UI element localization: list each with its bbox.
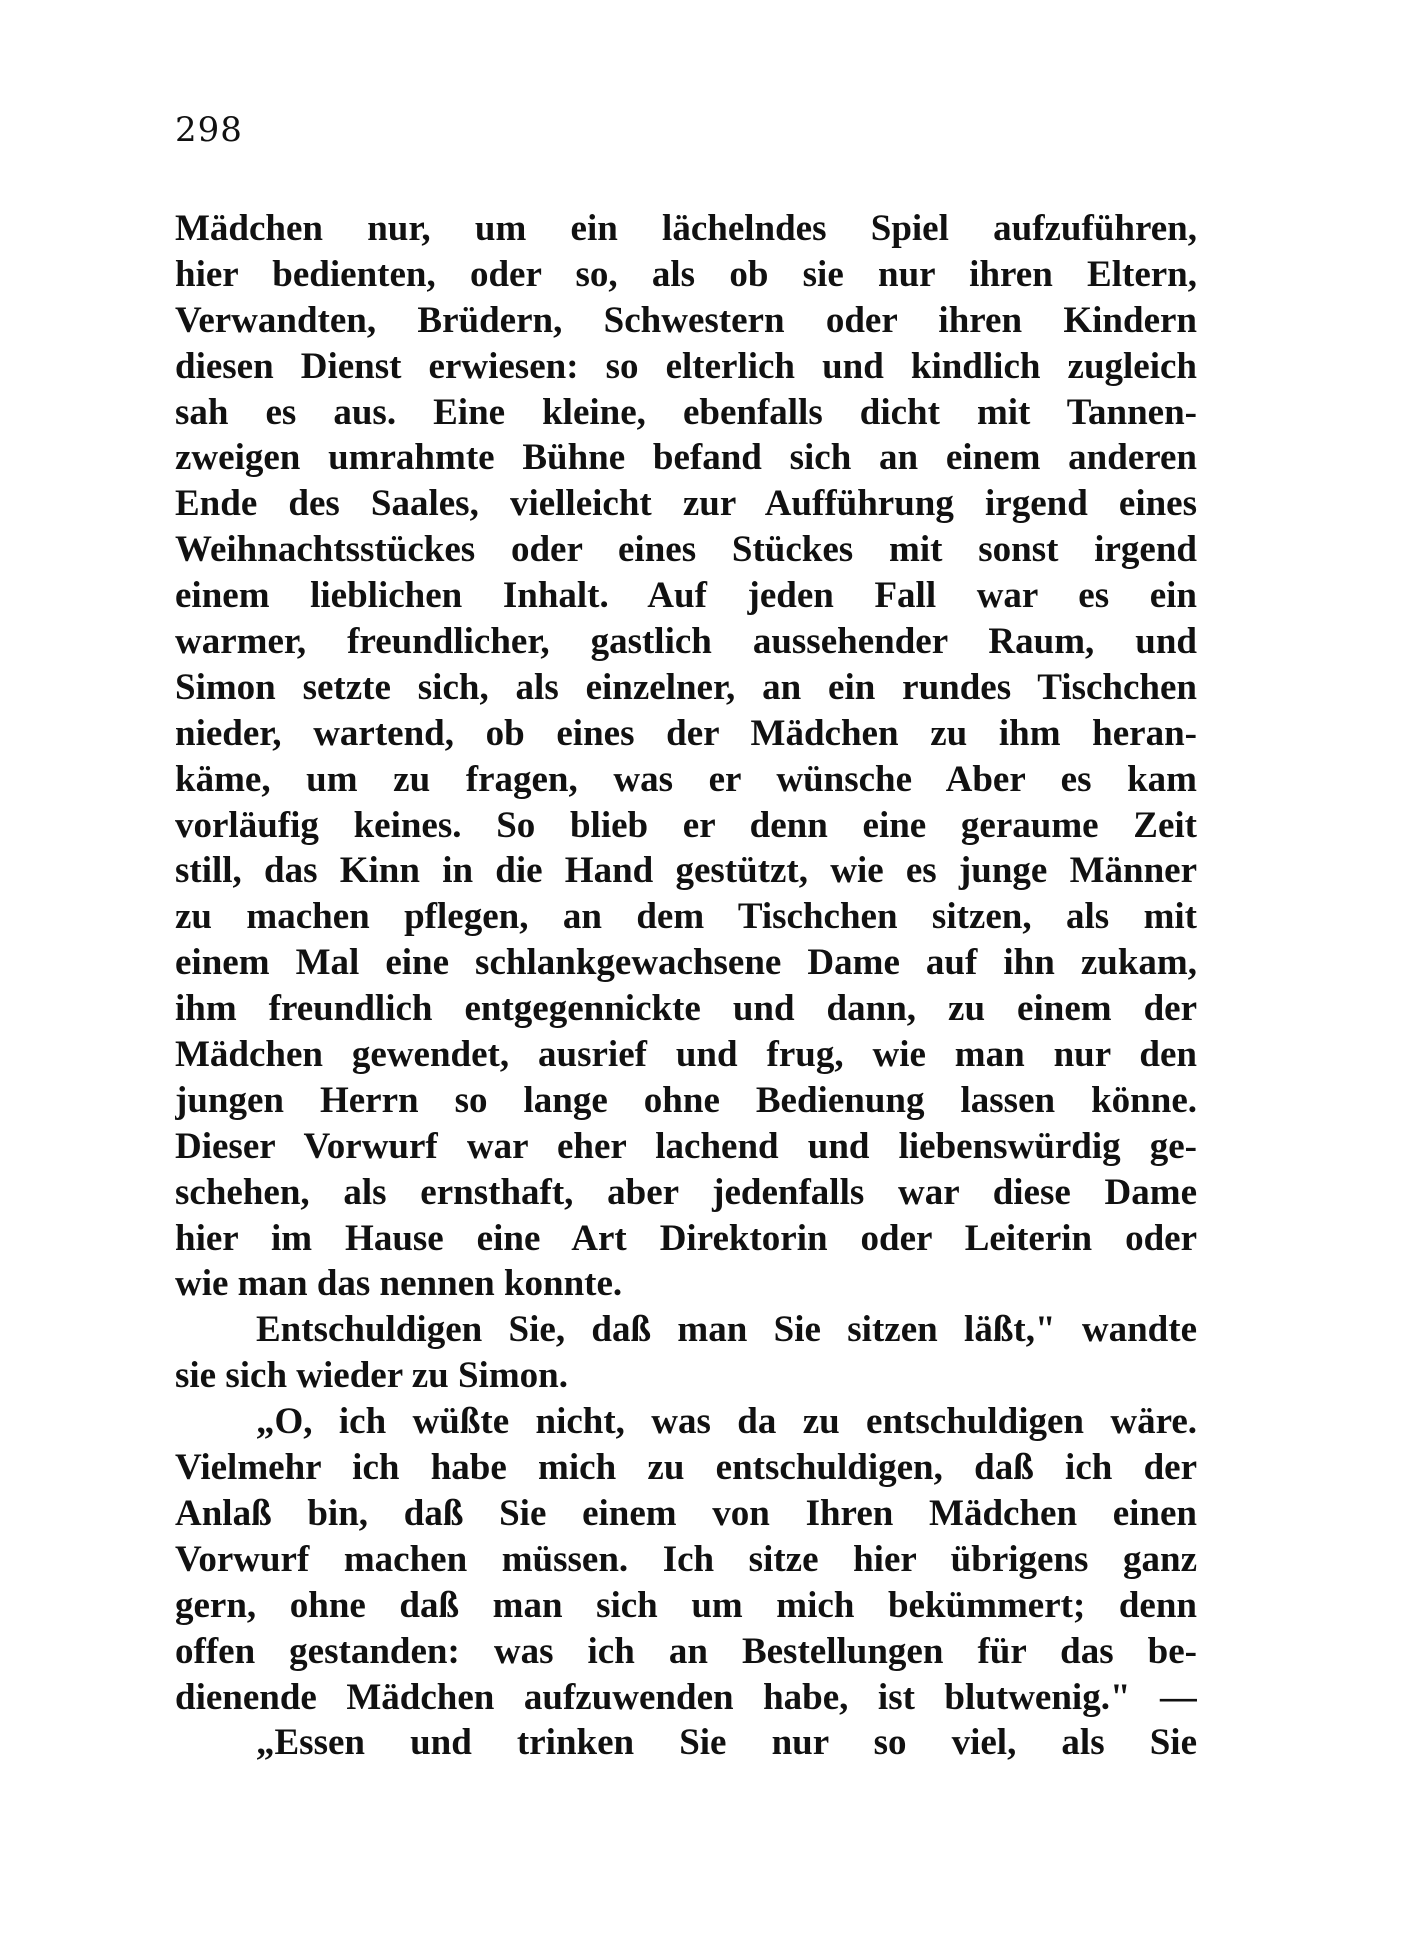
text-line: „Essen und trinken Sie nur so viel, als Sie: [256, 1722, 1197, 1764]
text-line: sah es aus. Eine kleine, ebenfalls dicht mit Tannen-: [175, 391, 1197, 433]
text-line: diesen Dienst erwiesen: so elterlich und kindlich zugleich: [175, 345, 1197, 387]
text-line: „O, ich wüßte nicht, was da zu entschuldigen wäre.: [256, 1401, 1197, 1443]
text-line: hier bedienten, oder so, als ob sie nur ihren Eltern,: [175, 253, 1197, 295]
body-text: [175, 206, 1197, 1766]
text-line: käme, um zu fragen, was er wünsche Aber es kam: [175, 758, 1197, 800]
text-line: dienende Mädchen aufzuwenden habe, ist blutwenig." —: [175, 1676, 1197, 1718]
text-line: hier im Hause eine Art Direktorin oder Leiterin oder: [175, 1217, 1197, 1259]
text-line: einem lieblichen Inhalt. Auf jeden Fall war es ein: [175, 575, 1197, 617]
text-line: einem Mal eine schlankgewachsene Dame auf ihn zukam,: [175, 942, 1197, 984]
text-line: gern, ohne daß man sich um mich bekümmert; denn: [175, 1584, 1197, 1626]
text-line: zweigen umrahmte Bühne befand sich an einem anderen: [175, 437, 1197, 479]
text-line: Ende des Saales, vielleicht zur Aufführung irgend eines: [175, 483, 1197, 525]
text-line: Vielmehr ich habe mich zu entschuldigen, daß ich der: [175, 1447, 1197, 1489]
text-line: nieder, wartend, ob eines der Mädchen zu ihm heran-: [175, 712, 1197, 754]
text-line: Mädchen gewendet, ausrief und frug, wie man nur den: [175, 1034, 1197, 1076]
text-line: wie man das nennen konnte.: [175, 1263, 623, 1305]
page-number: 298: [175, 110, 243, 150]
text-line: Mädchen nur, um ein lächelndes Spiel aufzuführen,: [175, 208, 1197, 249]
text-line: still, das Kinn in die Hand gestützt, wie es junge Männer: [175, 850, 1197, 892]
text-line: Entschuldigen Sie, daß man Sie sitzen läßt," wandte: [256, 1309, 1197, 1351]
text-line: ihm freundlich entgegennickte und dann, zu einem der: [175, 988, 1197, 1030]
text-line: warmer, freundlicher, gastlich aussehender Raum, und: [175, 621, 1197, 663]
text-line: Dieser Vorwurf war eher lachend und liebenswürdig ge-: [175, 1125, 1197, 1167]
text-line: sie sich wieder zu Simon.: [175, 1355, 568, 1397]
text-line: Verwandten, Brüdern, Schwestern oder ihren Kindern: [175, 299, 1197, 341]
text-line: vorläufig keines. So blieb er denn eine geraume Zeit: [175, 804, 1197, 846]
text-line: schehen, als ernsthaft, aber jedenfalls war diese Dame: [175, 1171, 1197, 1213]
text-line: Weihnachtsstückes oder eines Stückes mit sonst irgend: [175, 529, 1197, 571]
text-line: Anlaß bin, daß Sie einem von Ihren Mädchen einen: [175, 1492, 1197, 1534]
text-line: offen gestanden: was ich an Bestellungen für das be-: [175, 1630, 1197, 1672]
text-line: jungen Herrn so lange ohne Bedienung lassen könne.: [175, 1079, 1197, 1121]
text-line: Simon setzte sich, als einzelner, an ein rundes Tischchen: [175, 666, 1197, 708]
text-line: Vorwurf machen müssen. Ich sitze hier übrigens ganz: [175, 1538, 1197, 1580]
text-line: zu machen pflegen, an dem Tischchen sitzen, als mit: [175, 896, 1197, 938]
